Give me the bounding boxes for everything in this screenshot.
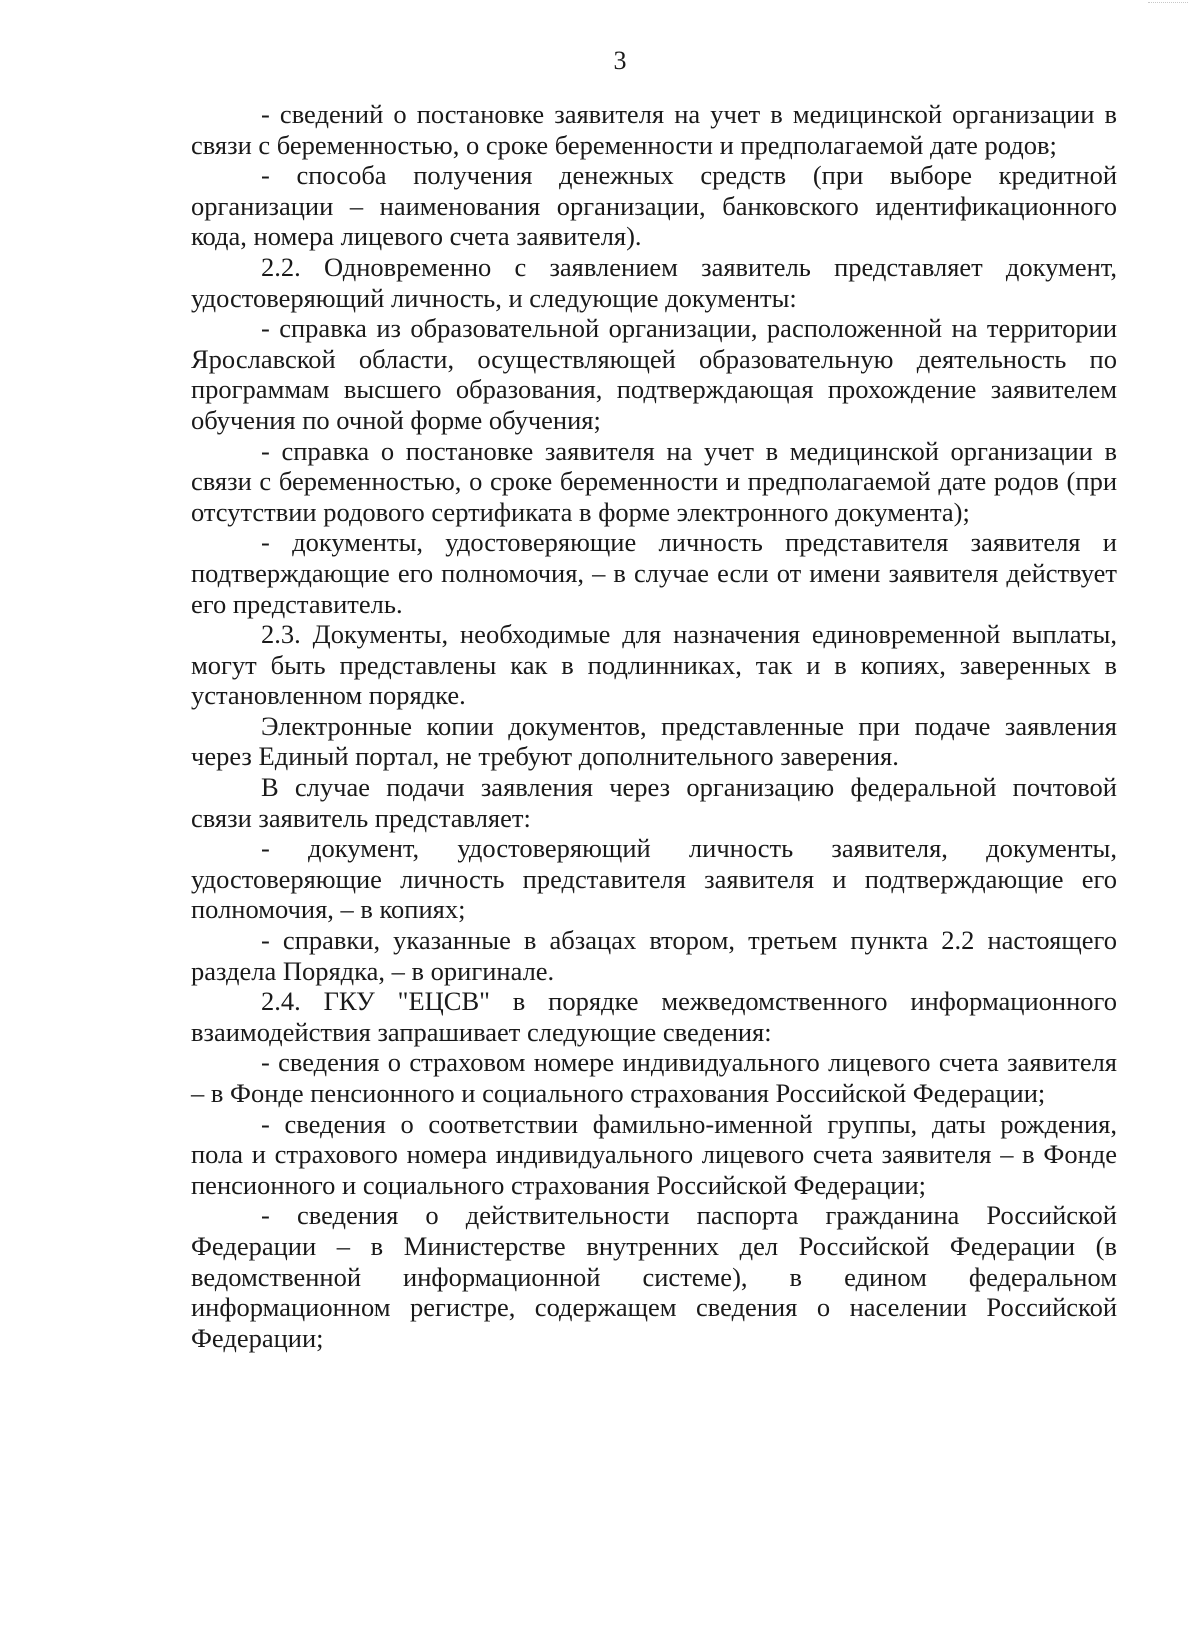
paragraph: - документ, удостоверяющий личность заявителя, документы, удостоверяющие личность представителя заявителя и подтверждающие его полномочия, – в копиях; <box>191 833 1117 925</box>
paragraph: - справка из образовательной организации, расположенной на территории Ярославской области, осуществляющей образовательную деятельность по программам высшего образования, подтверждающая прохождение заявителем обучения по очной форме обучения; <box>191 313 1117 435</box>
scan-artifact <box>1148 2 1188 7</box>
paragraph: Электронные копии документов, представленные при подаче заявления через Единый портал, не требуют дополнительного заверения. <box>191 710 1117 772</box>
paragraph: - справки, указанные в абзацах втором, третьем пункта 2.2 настоящего раздела Порядка, – в оригинале. <box>191 925 1117 986</box>
paragraph: - документы, удостоверяющие личность представителя заявителя и подтверждающие его полномочия, – в случае если от имени заявителя действует его представитель. <box>191 527 1117 619</box>
paragraph: 2.2. Одновременно с заявлением заявитель представляет документ, удостоверяющий личность, и следующие документы: <box>191 251 1117 313</box>
paragraph: - сведения о страховом номере индивидуального лицевого счета заявителя – в Фонде пенсионного и социального страхования Российской Федерации; <box>191 1047 1117 1108</box>
paragraph: 2.4. ГКУ "ЕЦСВ" в порядке межведомственного информационного взаимодействия запрашивает следующие сведения: <box>191 986 1117 1047</box>
paragraph: В случае подачи заявления через организацию федеральной почтовой связи заявитель представляет: <box>191 772 1117 833</box>
paragraph: 2.3. Документы, необходимые для назначения единовременной выплаты, могут быть представлены как в подлинниках, так и в копиях, заверенных в установленном порядке. <box>191 619 1117 711</box>
paragraph: - сведений о постановке заявителя на учет в медицинской организации в связи с беременностью, о сроке беременности и предполагаемой дате родов; <box>191 99 1117 160</box>
paragraph: - сведения о действительности паспорта гражданина Российской Федерации – в Министерстве внутренних дел Российской Федерации (в ведомственной информационной системе), в едином федеральном информационном регистре, содержащем сведения о населении Российской Федерации; <box>191 1200 1117 1353</box>
paragraph: - сведения о соответствии фамильно-именной группы, даты рождения, пола и страхового номера индивидуального лицевого счета заявителя – в Фонде пенсионного и социального страхования Российской Федерации; <box>191 1108 1117 1200</box>
paragraph: - справка о постановке заявителя на учет в медицинской организации в связи с беременностью, о сроке беременности и предполагаемой дате родов (при отсутствии родового сертификата в форме электронного документа); <box>191 435 1117 527</box>
document-body <box>191 99 1117 1353</box>
page-number: 3 <box>613 46 627 75</box>
paragraph: - способа получения денежных средств (при выборе кредитной организации – наименования организации, банковского идентификационного кода, номера лицевого счета заявителя). <box>191 160 1117 252</box>
